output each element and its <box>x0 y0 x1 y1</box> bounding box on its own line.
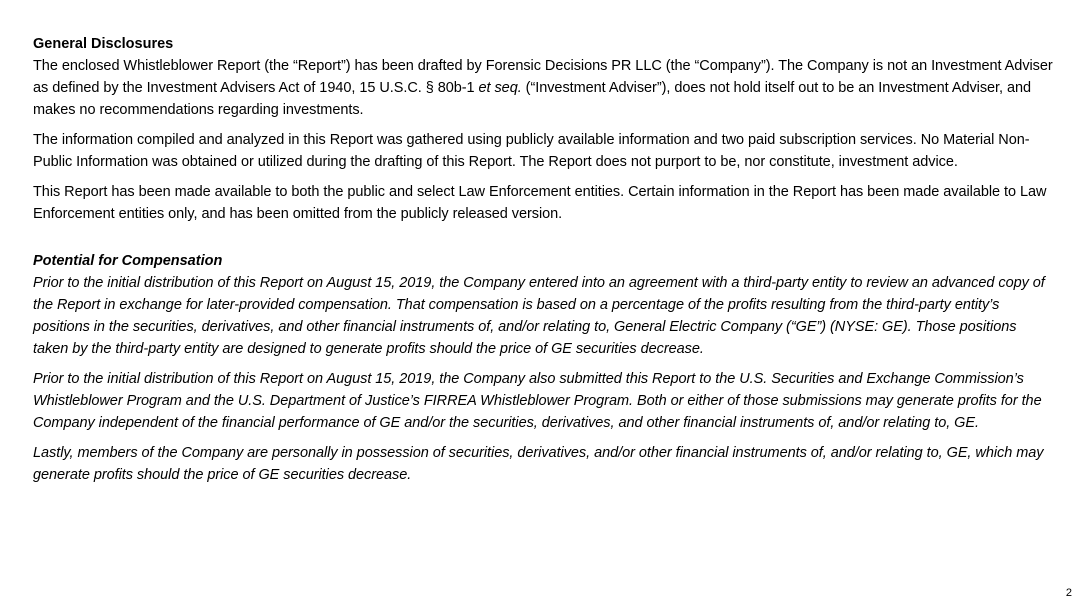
disclosure-paragraph-1-text-cont: (“Investment Adviser”), does not hold itself out to be an Investment Adviser, and makes no recommendations regarding investments. <box>33 80 1032 118</box>
compensation-paragraph-3: Lastly, members of the Company are personally in possession of securities, derivatives, and/or other financial instruments of, and/or relating to, GE, which may generate profits should the price of GE securities decrease. <box>33 445 1044 483</box>
compensation-heading: Potential for Compensation <box>33 253 223 269</box>
disclosure-paragraph-3: This Report has been made available to both the public and select Law Enforcement entities. Certain information in the Report has been made available to Law Enforcement entities only, and has been omitted from the publicly released version. <box>33 184 1047 222</box>
disclosure-paragraph-1-text: The enclosed Whistleblower Report (the “Report”) has been drafted by Forensic Decisions PR LLC (the “Company”). The Company is not an Investment Adviser as defined by the Investment Advisers Act of 1940, 15 U.S.C. § 80b-1 <box>33 58 1053 96</box>
section-spacer <box>33 233 1053 250</box>
page-number: 2 <box>1065 587 1072 599</box>
disclosure-paragraph-1 <box>33 55 1053 121</box>
disclosure-paragraph-2: The information compiled and analyzed in this Report was gathered using publicly available information and two paid subscription services. No Material Non-Public Information was obtained or utilized during the drafting of this Report. The Report does not purport to be, nor constitute, investment advice. <box>33 132 1030 170</box>
general-disclosures-heading: General Disclosures <box>33 36 174 52</box>
document-page <box>33 33 1053 494</box>
compensation-paragraph-2: Prior to the initial distribution of this Report on August 15, 2019, the Company also submitted this Report to the U.S. Securities and Exchange Commission’s Whistleblower Program and the U.S. Department of Justice’s FIRREA Whistleblower Program. Both or either of those submissions may generate profits for the Company independent of the financial performance of GE and/or the securities, derivatives, and other financial instruments of, and/or relating to, GE. <box>33 371 1042 431</box>
et-seq-emphasis: et seq. <box>478 80 522 96</box>
compensation-paragraph-1: Prior to the initial distribution of this Report on August 15, 2019, the Company entered into an agreement with a third-party entity to review an advanced copy of the Report in exchange for later-provided compensation. That compensation is based on a percentage of the profits resulting from the third-party entity’s positions in the securities, derivatives, and other financial instruments of, and/or relating to, General Electric Company (“GE”) (NYSE: GE). Those positions taken by the third-party entity are designed to generate profits should the price of GE securities decrease. <box>33 275 1045 357</box>
